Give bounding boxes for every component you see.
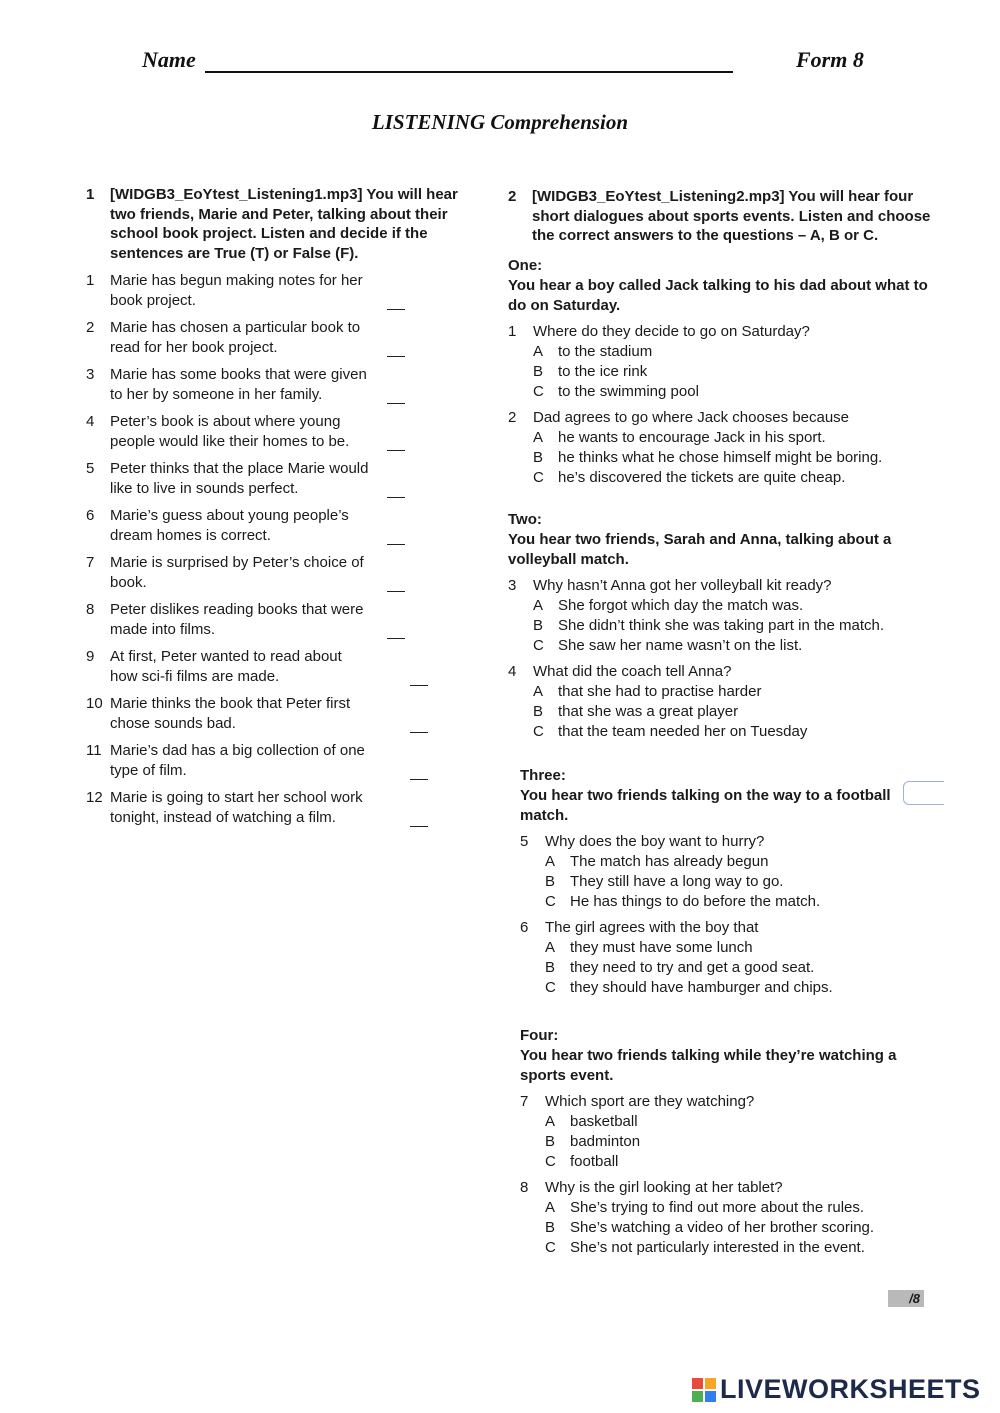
option-letter: C bbox=[533, 722, 544, 740]
question-text: What did the coach tell Anna? bbox=[533, 662, 732, 680]
answer-option[interactable] bbox=[508, 722, 938, 742]
section-context: You hear two friends talking while they’re watching a sports event. bbox=[520, 1046, 897, 1084]
answer-blank[interactable] bbox=[410, 685, 428, 686]
item-number: 11 bbox=[86, 742, 102, 759]
question-number: 2 bbox=[508, 408, 517, 426]
option-text: to the ice rink bbox=[558, 362, 648, 380]
item-text: Marie is surprised by Peter’s choice of book. bbox=[110, 554, 364, 591]
question-text: Why does the boy want to hurry? bbox=[545, 832, 765, 850]
option-text: football bbox=[570, 1152, 619, 1170]
answer-blank[interactable] bbox=[387, 309, 405, 310]
question-text: Dad agrees to go where Jack chooses because bbox=[533, 408, 850, 426]
option-text: to the stadium bbox=[558, 342, 653, 360]
option-text: that she had to practise harder bbox=[558, 682, 762, 700]
tf-item bbox=[86, 506, 466, 545]
option-letter: C bbox=[545, 1152, 556, 1170]
part-2 bbox=[508, 187, 938, 1258]
answer-option[interactable] bbox=[508, 702, 938, 722]
option-letter: C bbox=[533, 382, 544, 400]
tf-item bbox=[86, 412, 466, 451]
question-number: 8 bbox=[520, 1178, 529, 1196]
answer-blank[interactable] bbox=[410, 779, 428, 780]
instruction-text: [WIDGB3_EoYtest_Listening2.mp3] You will hear four short dialogues about sports events. Listen and choose the correct answers to the questions – A, B or C. bbox=[532, 188, 931, 244]
item-text: Marie has begun making notes for her book project. bbox=[110, 272, 363, 309]
option-letter: B bbox=[545, 1218, 556, 1236]
option-letter: C bbox=[533, 468, 544, 486]
question-number: 1 bbox=[508, 322, 517, 340]
page-title: LISTENING Comprehension bbox=[371, 110, 629, 134]
answer-option[interactable] bbox=[520, 1238, 938, 1258]
instruction-text: [WIDGB3_EoYtest_Listening1.mp3] You will hear two friends, Marie and Peter, talking about their school book project. Listen and decide if the sentences are True (T) or False (F). bbox=[110, 186, 458, 262]
part-1 bbox=[86, 185, 466, 835]
item-text: Marie’s guess about young people’s dream homes is correct. bbox=[110, 507, 349, 544]
answer-option[interactable] bbox=[520, 958, 938, 978]
item-text: Marie thinks the book that Peter first chose sounds bad. bbox=[110, 695, 351, 732]
option-letter: A bbox=[533, 428, 544, 446]
answer-option[interactable] bbox=[520, 1198, 938, 1218]
item-text: Peter’s book is about where young people would like their homes to be. bbox=[110, 413, 350, 450]
part-number: 1 bbox=[86, 186, 95, 203]
option-text: to the swimming pool bbox=[558, 382, 699, 400]
option-letter: C bbox=[545, 1238, 556, 1256]
section-context: You hear a boy called Jack talking to his dad about what to do on Saturday. bbox=[508, 276, 928, 314]
dialogue-section bbox=[508, 256, 938, 488]
answer-option[interactable] bbox=[508, 382, 938, 402]
option-text: he’s discovered the tickets are quite cheap. bbox=[558, 468, 846, 486]
section-context: You hear two friends talking on the way to a football match. bbox=[520, 786, 891, 824]
item-number: 3 bbox=[86, 366, 95, 383]
question-number: 5 bbox=[520, 832, 529, 850]
section-heading: Four: bbox=[520, 1026, 559, 1044]
answer-option[interactable] bbox=[508, 616, 938, 636]
item-text: Peter thinks that the place Marie would like to live in sounds perfect. bbox=[110, 460, 369, 497]
question-text: Why is the girl looking at her tablet? bbox=[545, 1178, 783, 1196]
brand-name: LIVEWORKSHEETS bbox=[720, 1374, 981, 1404]
form-label: Form 8 bbox=[796, 47, 864, 72]
tf-item bbox=[86, 271, 466, 310]
tf-item bbox=[86, 788, 466, 827]
question-number: 7 bbox=[520, 1092, 529, 1110]
option-letter: C bbox=[545, 978, 556, 996]
item-text: Peter dislikes reading books that were made into films. bbox=[110, 601, 364, 638]
tf-item bbox=[86, 459, 466, 498]
answer-tab[interactable] bbox=[903, 781, 944, 805]
option-letter: A bbox=[533, 596, 544, 614]
answer-blank[interactable] bbox=[387, 544, 405, 545]
option-text: they must have some lunch bbox=[570, 938, 753, 956]
option-text: She didn’t think she was taking part in the match. bbox=[558, 616, 885, 634]
question bbox=[508, 408, 938, 428]
question bbox=[508, 576, 938, 596]
item-text: Marie has some books that were given to her by someone in her family. bbox=[110, 366, 367, 403]
item-number: 1 bbox=[86, 272, 95, 289]
item-text: Marie has chosen a particular book to read for her book project. bbox=[110, 319, 361, 356]
option-text: badminton bbox=[570, 1132, 641, 1150]
item-number: 7 bbox=[86, 554, 95, 571]
answer-option[interactable] bbox=[508, 682, 938, 702]
option-letter: B bbox=[533, 702, 544, 720]
answer-option[interactable] bbox=[508, 448, 938, 468]
dialogue-section bbox=[520, 766, 938, 998]
name-label: Name bbox=[142, 47, 196, 72]
answer-option[interactable] bbox=[520, 1152, 938, 1172]
option-text: The match has already begun bbox=[570, 852, 769, 870]
answer-option[interactable] bbox=[520, 1218, 938, 1238]
question-text: Why hasn’t Anna got her volleyball kit ready? bbox=[533, 576, 832, 594]
option-letter: C bbox=[533, 636, 544, 654]
option-letter: A bbox=[545, 938, 556, 956]
brand bbox=[692, 1374, 981, 1405]
answer-option[interactable] bbox=[520, 1112, 938, 1132]
answer-blank[interactable] bbox=[387, 450, 405, 451]
answer-option[interactable] bbox=[520, 978, 938, 998]
option-letter: B bbox=[533, 448, 544, 466]
question-text: Which sport are they watching? bbox=[545, 1092, 755, 1110]
item-number: 2 bbox=[86, 319, 95, 336]
section-heading: Three: bbox=[520, 766, 566, 784]
option-text: She’s trying to find out more about the rules. bbox=[570, 1198, 865, 1216]
dialogue-sections bbox=[508, 256, 938, 1258]
answer-blank[interactable] bbox=[387, 591, 405, 592]
section-context: You hear two friends, Sarah and Anna, talking about a volleyball match. bbox=[508, 530, 892, 568]
part-2-instructions bbox=[508, 187, 938, 246]
option-letter: C bbox=[545, 892, 556, 910]
question-number: 4 bbox=[508, 662, 517, 680]
answer-blank[interactable] bbox=[387, 638, 405, 639]
question-number: 6 bbox=[520, 918, 529, 936]
option-text: She saw her name wasn’t on the list. bbox=[558, 636, 803, 654]
answer-option[interactable] bbox=[508, 428, 938, 448]
part-1-instructions bbox=[86, 185, 466, 263]
option-letter: A bbox=[545, 1112, 556, 1130]
tf-item bbox=[86, 318, 466, 357]
option-text: that the team needed her on Tuesday bbox=[558, 722, 808, 740]
item-text: At first, Peter wanted to read about how sci-fi films are made. bbox=[110, 648, 342, 685]
section-heading: One: bbox=[508, 256, 543, 274]
option-text: She’s watching a video of her brother scoring. bbox=[570, 1218, 875, 1236]
item-number: 10 bbox=[86, 695, 103, 712]
question-text: Where do they decide to go on Saturday? bbox=[533, 322, 810, 340]
true-false-list bbox=[86, 271, 466, 827]
question-number: 3 bbox=[508, 576, 517, 594]
part-number: 2 bbox=[508, 188, 517, 205]
tf-item bbox=[86, 694, 466, 733]
answer-blank[interactable] bbox=[410, 732, 428, 733]
option-letter: B bbox=[533, 616, 544, 634]
item-number: 8 bbox=[86, 601, 95, 618]
name-line[interactable] bbox=[205, 71, 733, 73]
answer-blank[interactable] bbox=[410, 826, 428, 827]
option-letter: B bbox=[545, 958, 556, 976]
answer-option[interactable] bbox=[520, 872, 938, 892]
item-number: 5 bbox=[86, 460, 95, 477]
tf-item bbox=[86, 365, 466, 404]
item-text: Marie’s dad has a big collection of one type of film. bbox=[110, 742, 365, 779]
question bbox=[508, 662, 938, 682]
section-heading: Two: bbox=[508, 510, 542, 528]
tf-item bbox=[86, 553, 466, 592]
answer-blank[interactable] bbox=[387, 497, 405, 498]
logo-square bbox=[692, 1378, 703, 1389]
dialogue-section bbox=[520, 1026, 938, 1258]
answer-option[interactable] bbox=[520, 938, 938, 958]
question bbox=[520, 1178, 938, 1198]
item-text: Marie is going to start her school work tonight, instead of watching a film. bbox=[110, 789, 363, 826]
question bbox=[520, 1092, 938, 1112]
answer-blank[interactable] bbox=[387, 403, 405, 404]
logo-square bbox=[692, 1391, 703, 1402]
logo-square bbox=[705, 1378, 716, 1389]
option-text: She forgot which day the match was. bbox=[558, 596, 804, 614]
option-letter: B bbox=[545, 1132, 556, 1150]
option-text: She’s not particularly interested in the event. bbox=[570, 1238, 865, 1256]
score-box: /8 bbox=[888, 1290, 924, 1307]
item-number: 4 bbox=[86, 413, 95, 430]
option-letter: A bbox=[545, 852, 556, 870]
answer-blank[interactable] bbox=[387, 356, 405, 357]
option-text: he thinks what he chose himself might be boring. bbox=[558, 448, 883, 466]
answer-option[interactable] bbox=[508, 342, 938, 362]
option-text: basketball bbox=[570, 1112, 638, 1130]
option-text: They still have a long way to go. bbox=[570, 872, 784, 890]
question bbox=[520, 918, 938, 938]
answer-option[interactable] bbox=[520, 852, 938, 872]
option-letter: A bbox=[533, 342, 544, 360]
question-text: The girl agrees with the boy that bbox=[545, 918, 759, 936]
option-letter: B bbox=[545, 872, 556, 890]
tf-item bbox=[86, 600, 466, 639]
question bbox=[508, 322, 938, 342]
item-number: 6 bbox=[86, 507, 95, 524]
answer-option[interactable] bbox=[520, 892, 938, 912]
item-number: 9 bbox=[86, 648, 95, 665]
option-letter: A bbox=[545, 1198, 556, 1216]
option-text: he wants to encourage Jack in his sport. bbox=[558, 428, 826, 446]
answer-option[interactable] bbox=[508, 636, 938, 656]
logo-square bbox=[705, 1391, 716, 1402]
answer-option[interactable] bbox=[508, 362, 938, 382]
dialogue-section bbox=[508, 510, 938, 742]
tf-item bbox=[86, 741, 466, 780]
option-letter: B bbox=[533, 362, 544, 380]
option-text: they need to try and get a good seat. bbox=[570, 958, 815, 976]
item-number: 12 bbox=[86, 789, 103, 806]
question bbox=[520, 832, 938, 852]
tf-item bbox=[86, 647, 466, 686]
answer-option[interactable] bbox=[520, 1132, 938, 1152]
option-letter: A bbox=[533, 682, 544, 700]
option-text: that she was a great player bbox=[558, 702, 739, 720]
answer-option[interactable] bbox=[508, 468, 938, 488]
liveworksheets-logo-icon bbox=[692, 1378, 716, 1402]
option-text: they should have hamburger and chips. bbox=[570, 978, 833, 996]
answer-option[interactable] bbox=[508, 596, 938, 616]
option-text: He has things to do before the match. bbox=[570, 892, 821, 910]
